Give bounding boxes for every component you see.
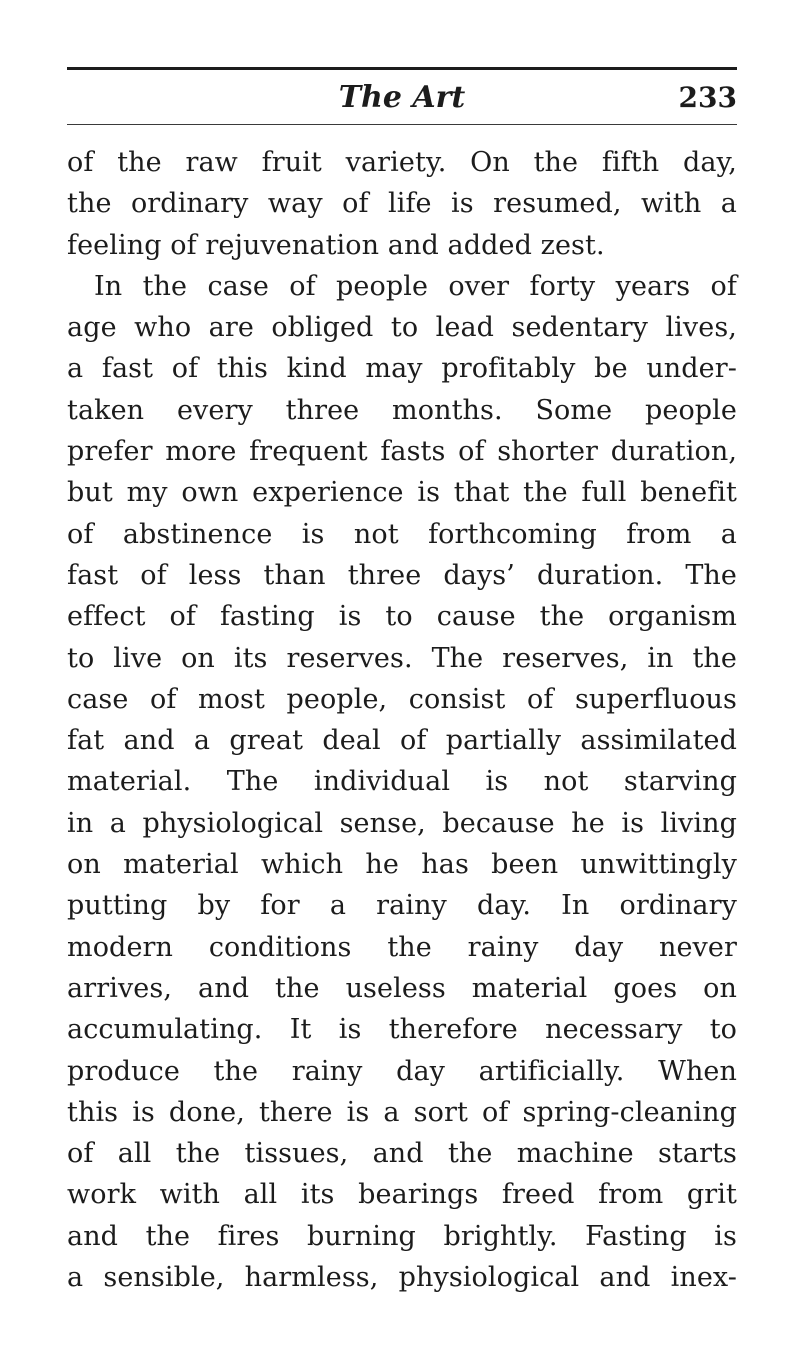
text-line: fast of less than three days’ duration. The: [67, 559, 737, 591]
text-line: of the raw fruit variety. On the fifth day,: [67, 147, 737, 178]
header-bottom-rule: [67, 124, 737, 125]
text-line: feeling of rejuvenation and added zest.: [67, 229, 605, 261]
text-line: and the fires burning brightly. Fasting is: [67, 1220, 737, 1252]
text-line: In the case of people over forty years of: [94, 270, 737, 302]
text-line: effect of fasting is to cause the organism: [67, 601, 737, 633]
text-line: in a physiological sense, because he is living: [67, 807, 737, 839]
text-line: this is done, there is a sort of spring-cleaning: [67, 1096, 737, 1128]
running-header: [67, 70, 737, 124]
text-line: work with all its bearings freed from grit: [67, 1179, 737, 1211]
text-line: to live on its reserves. The reserves, in the: [67, 642, 737, 674]
text-line: taken every three months. Some people: [67, 394, 737, 426]
body-text: [67, 142, 737, 1298]
text-line: of all the tissues, and the machine starts: [67, 1138, 737, 1170]
text-line: accumulating. It is therefore necessary to: [67, 1014, 737, 1046]
text-line: produce the rainy day artificially. When: [67, 1055, 737, 1087]
page-number: 233: [678, 81, 737, 114]
text-line: modern conditions the rainy day never: [67, 931, 737, 963]
running-title: The Art: [338, 80, 466, 115]
text-line: the ordinary way of life is resumed, with a: [67, 188, 737, 220]
text-line: prefer more frequent fasts of shorter duration,: [67, 436, 737, 468]
text-line: of abstinence is not forthcoming from a: [67, 518, 737, 550]
text-line: case of most people, consist of superfluous: [67, 683, 737, 715]
text-line: material. The individual is not starving: [67, 766, 737, 798]
text-line: on material which he has been unwittingly: [67, 849, 737, 881]
text-line: arrives, and the useless material goes on: [67, 972, 737, 1004]
text-line: but my own experience is that the full benefit: [67, 477, 737, 509]
text-line: putting by for a rainy day. In ordinary: [67, 890, 737, 922]
book-page: [67, 67, 737, 1298]
text-line: a sensible, harmless, physiological and inex-: [67, 1262, 737, 1294]
text-line: a fast of this kind may profitably be under-: [67, 353, 737, 385]
text-line: age who are obliged to lead sedentary lives,: [67, 312, 737, 344]
text-line: fat and a great deal of partially assimilated: [67, 725, 737, 757]
